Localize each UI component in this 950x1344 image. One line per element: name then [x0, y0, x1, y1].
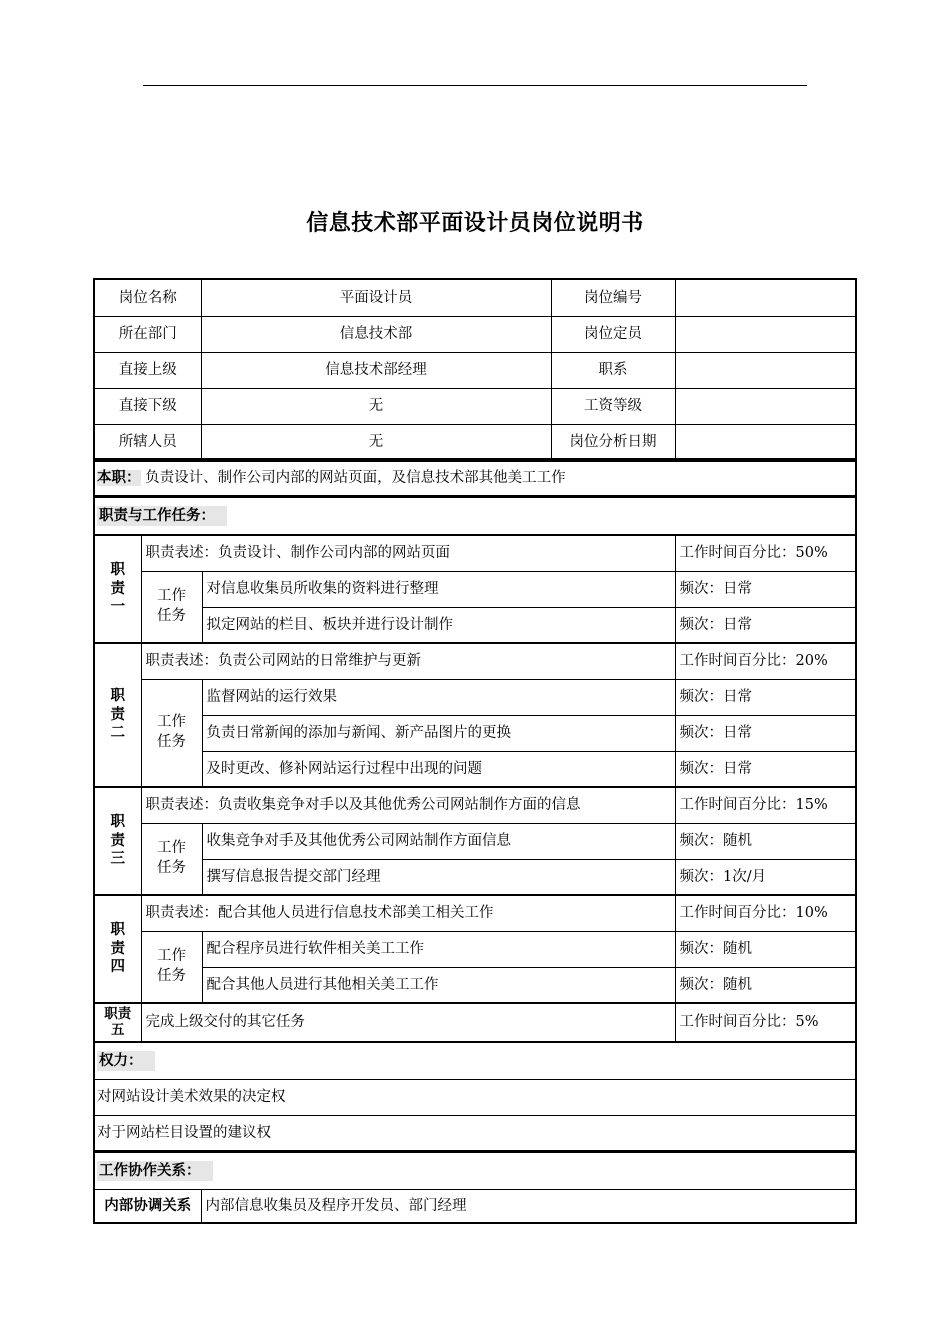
field-label: 直接下级	[95, 388, 201, 424]
field-value: 无	[201, 388, 551, 424]
basic-row	[95, 388, 855, 424]
responsibility-name: 职责四	[95, 895, 141, 1003]
responsibility-statement: 职责表述：负责设计、制作公司内部的网站页面	[141, 535, 675, 571]
field-label: 所辖人员	[95, 424, 201, 460]
basic-info-table	[93, 278, 857, 460]
time-percentage: 工作时间百分比：50%	[675, 535, 855, 571]
header-rule	[143, 85, 807, 86]
task-frequency: 频次：随机	[675, 823, 855, 859]
responsibility-name: 职责五	[95, 1003, 141, 1041]
document-title: 信息技术部平面设计员岗位说明书	[306, 211, 644, 236]
task-frequency: 频次：日常	[675, 571, 855, 607]
field-value	[675, 352, 855, 388]
task-frequency: 频次：随机	[675, 931, 855, 967]
field-label: 工资等级	[551, 388, 675, 424]
power-row	[95, 1115, 855, 1150]
task-text: 撰写信息报告提交部门经理	[202, 859, 675, 895]
responsibilities-section-label: 职责与工作任务：	[97, 506, 227, 526]
responsibility-name: 职责一	[95, 535, 141, 643]
task-label: 工作任务	[141, 571, 202, 643]
task-frequency: 频次：日常	[675, 751, 855, 787]
powers-section-label: 权力：	[97, 1051, 155, 1071]
task-row	[95, 715, 855, 751]
responsibility-statement-row	[95, 643, 855, 679]
time-percentage: 工作时间百分比：10%	[675, 895, 855, 931]
field-value: 信息技术部经理	[201, 352, 551, 388]
task-text: 监督网站的运行效果	[202, 679, 675, 715]
task-frequency: 频次：日常	[675, 715, 855, 751]
task-row	[95, 823, 855, 859]
responsibility-statement-row	[95, 535, 855, 571]
responsibility-statement: 职责表述：负责收集竞争对手以及其他优秀公司网站制作方面的信息	[141, 787, 675, 823]
field-value: 信息技术部	[201, 316, 551, 352]
task-label: 工作任务	[141, 823, 202, 895]
field-label: 岗位分析日期	[551, 424, 675, 460]
time-percentage: 工作时间百分比：20%	[675, 643, 855, 679]
power-item: 对于网站栏目设置的建议权	[95, 1115, 855, 1150]
duty-text: 负责设计、制作公司内部的网站页面，及信息技术部其他美工工作	[145, 470, 566, 487]
task-text: 对信息收集员所收集的资料进行整理	[202, 571, 675, 607]
power-row	[95, 1079, 855, 1115]
task-text: 及时更改、修补网站运行过程中出现的问题	[202, 751, 675, 787]
task-label: 工作任务	[141, 679, 202, 787]
task-row	[95, 967, 855, 1003]
relations-table	[93, 1151, 857, 1224]
internal-relation-label: 内部协调关系	[95, 1189, 201, 1222]
basic-row	[95, 352, 855, 388]
basic-row	[95, 424, 855, 460]
task-text: 配合程序员进行软件相关美工工作	[202, 931, 675, 967]
duty-label: 本职：	[97, 470, 141, 487]
responsibilities-table	[93, 496, 857, 1043]
basic-row	[95, 316, 855, 352]
task-text: 收集竞争对手及其他优秀公司网站制作方面信息	[202, 823, 675, 859]
field-label: 岗位定员	[551, 316, 675, 352]
time-percentage: 工作时间百分比：15%	[675, 787, 855, 823]
field-label: 职系	[551, 352, 675, 388]
field-value	[675, 388, 855, 424]
relations-section-label: 工作协作关系：	[97, 1161, 213, 1181]
responsibility-statement: 完成上级交付的其它任务	[141, 1003, 675, 1041]
field-label: 岗位编号	[551, 280, 675, 316]
powers-table	[93, 1041, 857, 1152]
task-frequency: 频次：日常	[675, 679, 855, 715]
field-value: 无	[201, 424, 551, 460]
task-row	[95, 931, 855, 967]
responsibility-statement-row	[95, 895, 855, 931]
responsibility-statement-row	[95, 1003, 855, 1041]
responsibility-statement-row	[95, 787, 855, 823]
task-text: 拟定网站的栏目、板块并进行设计制作	[202, 607, 675, 643]
responsibility-name: 职责二	[95, 643, 141, 787]
field-value	[675, 280, 855, 316]
responsibility-name: 职责三	[95, 787, 141, 895]
responsibility-statement: 职责表述：负责公司网站的日常维护与更新	[141, 643, 675, 679]
time-percentage: 工作时间百分比：5%	[675, 1003, 855, 1041]
field-label: 直接上级	[95, 352, 201, 388]
task-row	[95, 607, 855, 643]
task-row	[95, 679, 855, 715]
power-item: 对网站设计美术效果的决定权	[95, 1079, 855, 1115]
internal-relation-text: 内部信息收集员及程序开发员、部门经理	[201, 1189, 855, 1222]
task-row	[95, 859, 855, 895]
relation-row	[95, 1189, 855, 1222]
field-value	[675, 316, 855, 352]
task-text: 配合其他人员进行其他相关美工工作	[202, 967, 675, 1003]
task-row	[95, 571, 855, 607]
responsibility-statement: 职责表述：配合其他人员进行信息技术部美工相关工作	[141, 895, 675, 931]
task-frequency: 频次：1次/月	[675, 859, 855, 895]
task-frequency: 频次：随机	[675, 967, 855, 1003]
task-text: 负责日常新闻的添加与新闻、新产品图片的更换	[202, 715, 675, 751]
basic-row	[95, 280, 855, 316]
task-label: 工作任务	[141, 931, 202, 1003]
field-label: 所在部门	[95, 316, 201, 352]
field-value	[675, 424, 855, 460]
field-value: 平面设计员	[201, 280, 551, 316]
duty-row	[93, 460, 857, 497]
task-frequency: 频次：日常	[675, 607, 855, 643]
field-label: 岗位名称	[95, 280, 201, 316]
task-row	[95, 751, 855, 787]
